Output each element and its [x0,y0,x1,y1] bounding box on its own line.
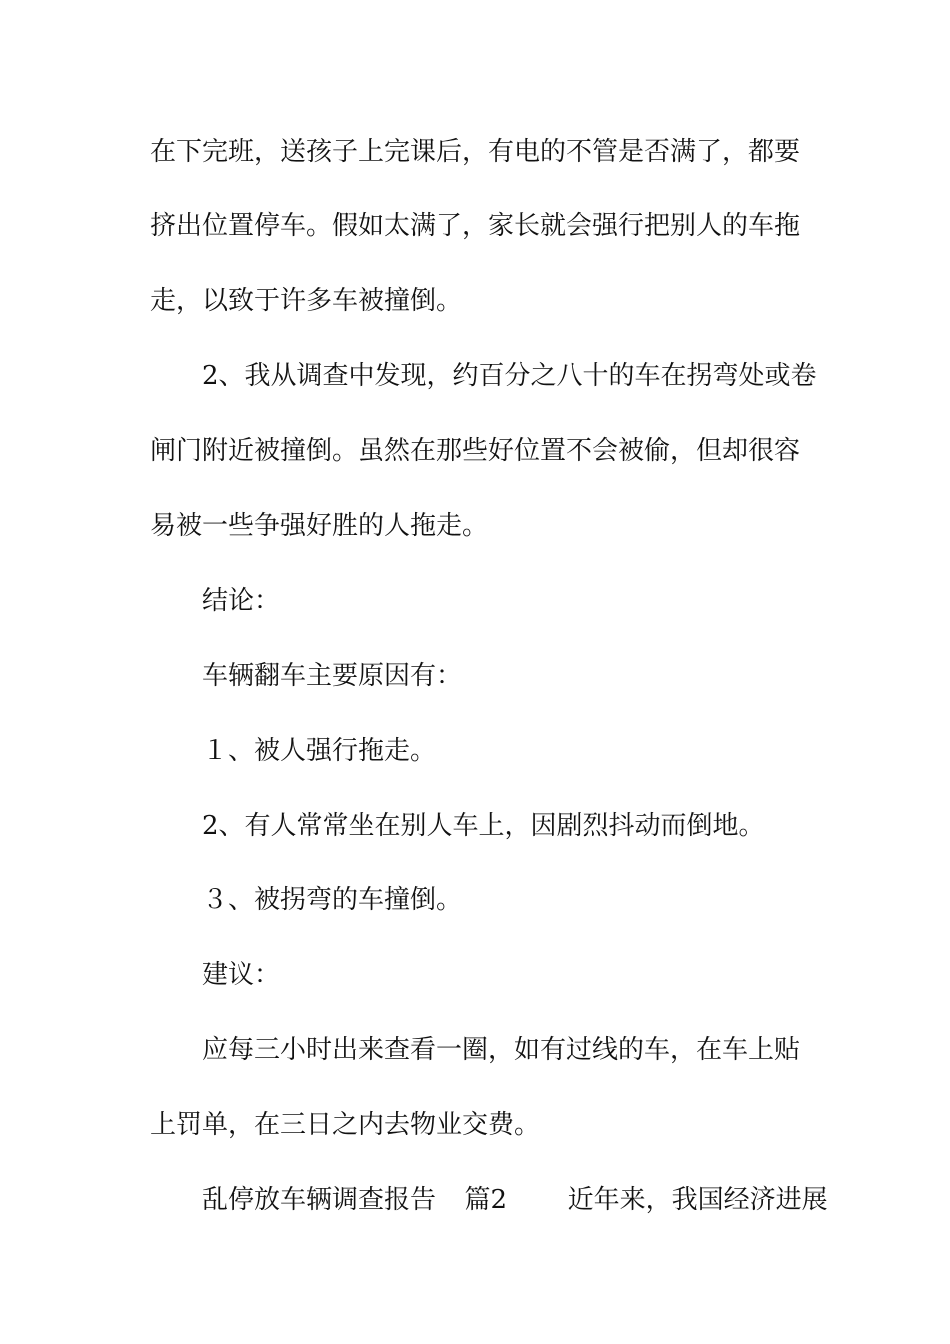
list-item: ３、被拐弯的车撞倒。 [202,885,463,915]
report-intro-text: 近年来，我国经济进展 [567,1185,828,1215]
paragraph-line: 在下完班，送孩子上完课后，有电的不管是否满了，都要 [150,137,801,167]
paragraph-line: 易被一些争强好胜的人拖走。 [150,511,489,541]
section-heading-conclusion: 结论： [202,586,281,616]
paragraph-line: 车辆翻车主要原因有： [202,661,463,691]
paragraph-line: 挤出位置停车。假如太满了，家长就会强行把别人的车拖 [150,211,801,241]
report-title: 乱停放车辆调查报告 [202,1185,437,1215]
paragraph-line: 闸门附近被撞倒。虽然在那些好位置不会被偷，但却很容 [150,436,801,466]
report-title-line [202,1185,882,1215]
list-item: 2、有人常常坐在别人车上，因剧烈抖动而倒地。 [202,811,765,841]
paragraph-line: 走，以致于许多车被撞倒。 [150,286,463,316]
paragraph-line: 应每三小时出来查看一圈，如有过线的车，在车上贴 [202,1035,801,1065]
paragraph-line: 上罚单，在三日之内去物业交费。 [150,1110,541,1140]
section-heading-suggestion: 建议： [202,960,281,990]
paragraph-line: 2、我从调查中发现，约百分之八十的车在拐弯处或卷 [202,361,817,391]
list-item: １、被人强行拖走。 [202,736,437,766]
report-part: 篇2 [464,1185,508,1215]
